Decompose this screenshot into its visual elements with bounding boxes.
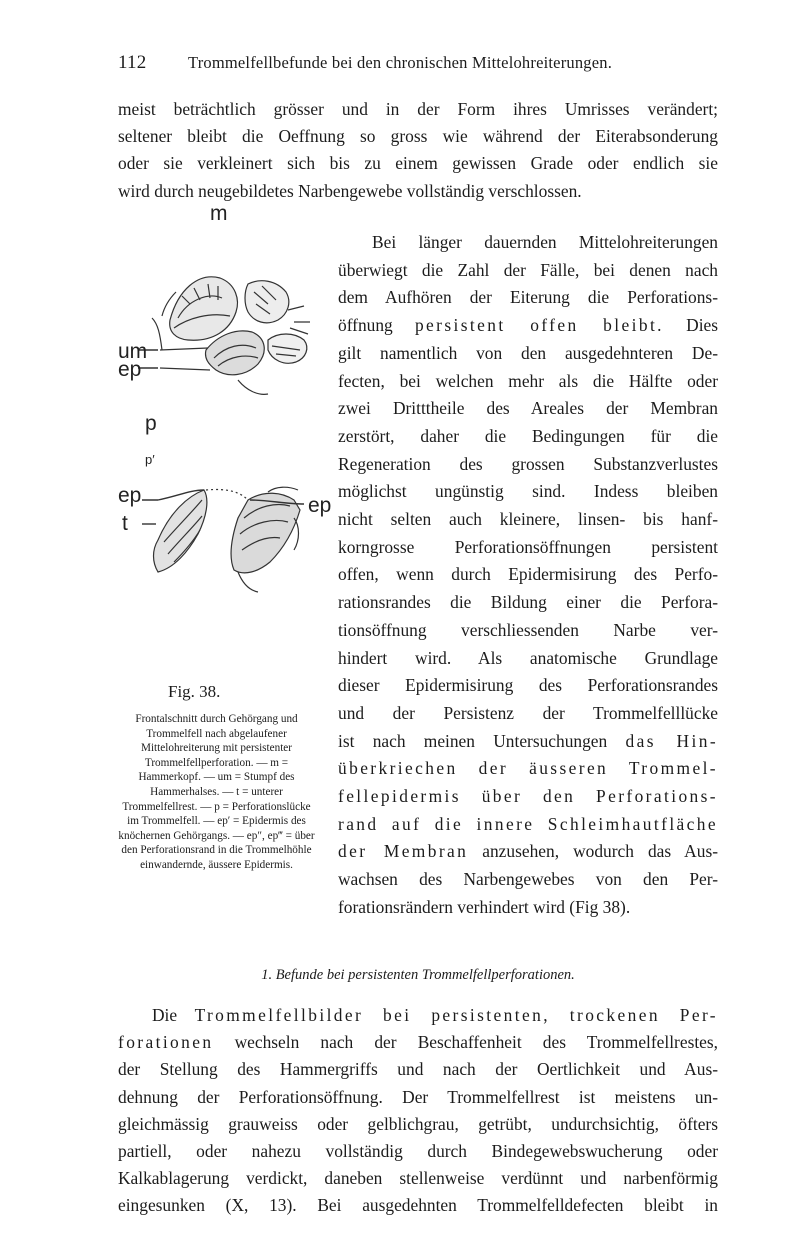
label-um: um [118,340,148,363]
text-line [118,1029,718,1056]
text-line: tionsöffnung verschliessenden Narbe ver- [338,619,718,640]
text-line [338,312,718,340]
text-line: partiell, oder nahezu vollständig durch Bindegewebswucherung oder [118,1141,718,1162]
text-line: eingesunken (X, 13). Bei ausgedehnten Trommelfelldefecten bleibt in [118,1195,718,1216]
label-p-prime: p′ [145,452,155,467]
text-line [338,838,718,866]
text-line: dem Aufhören der Eiterung die Perforations- [338,287,718,308]
text-line: rand auf die innere Schleimhautfläche [338,813,718,834]
emphasis-span: forationen [118,1032,214,1053]
text-line [338,728,718,756]
text-line: gleichmässig grauweiss oder gelblichgrau, getrübt, undurchsichtig, öfters [118,1113,718,1134]
text-span: wechseln nach der Beschaffenheit des Trommelfellrestes, [213,1032,718,1053]
figure-caption: Frontalschnitt durch Gehörgang und Trommelfell nach abgelaufener Mittelohreiterung mit persistenter Trommelfellperforation. — m = Hammerkopf. — um = Stumpf des Hammerhalses. — t = unterer Trommelfellrest. — p = Perforationslücke im Trommelfell. — ep′ = Epidermis des knöchernen Gehörgangs. — ep″, ep‴ = über den Perforationsrand in die Trommelhöhle einwandernde, äussere Epidermis. [118,713,315,871]
text-span: Die [152,1005,195,1025]
text-line: Bei länger dauernden Mittelohreiterungen [372,232,718,252]
emphasis-span: der Membran [338,841,469,862]
text-line: dehnung der Perforationsöffnung. Der Trommelfellrest ist meistens un- [118,1086,718,1107]
text-line: dieser Epidermisirung des Perforationsrandes [338,675,718,696]
emphasis-span: das Hin- [625,730,719,751]
figure-label: Fig. 38. [168,682,221,701]
text-line: Kalkablagerung verdickt, daneben stellenweise verdünnt und narbenförmig [118,1168,718,1189]
figure-38-illustration [118,200,333,670]
text-line: überkriechen der äusseren Trommel- [338,758,718,779]
section-heading: 1. Befunde bei persistenten Trommelfellperforationen. [261,967,575,983]
text-span: Dies [663,315,719,336]
text-line: der Stellung des Hammergriffs und nach der Oertlichkeit und Aus- [118,1059,718,1080]
bottom-paragraph [118,1002,718,1220]
right-column-paragraph [338,229,718,922]
text-span: öffnung [338,315,415,336]
label-ep-right: ep [308,494,332,517]
label-ep-top: ep [118,358,142,381]
text-line: rationsrandes die Bildung einer die Perfora- [338,592,718,613]
text-line: korngrosse Perforationsöffnungen persistent [338,536,718,557]
text-line: überwiegt die Zahl der Fälle, bei denen nach [338,259,718,280]
emphasis-span: persistent offen bleibt. [414,315,664,336]
text-span: anzusehen, wodurch das Aus- [468,841,718,862]
text-line: nicht selten auch kleinere, linsen- bis hanf- [338,509,718,530]
lower-section-drawing [142,487,304,592]
label-ep-mid: ep [118,484,142,507]
text-line: offen, wenn durch Epidermisirung des Perfo- [338,564,718,585]
intro-paragraph [118,96,718,205]
emphasis-span: Trommelfellbilder bei persistenten, trockenen Per- [194,1005,718,1025]
text-line: fecten, bei welchen mehr als die Hälfte oder [338,370,718,391]
text-line: möglichst ungünstig sind. Indess bleiben [338,481,718,502]
upper-section-drawing [138,277,310,395]
text-line: hindert wird. Als anatomische Grundlage [338,647,718,668]
label-m: m [210,202,228,225]
running-header [118,52,718,74]
text-line: meist beträchtlich grösser und in der Form ihres Umrisses verändert; [118,99,718,119]
running-title: Trommelfellbefunde bei den chronischen Mittelohreiterungen. [188,53,613,72]
text-line: forationsrändern verhindert wird (Fig 38). [338,896,631,917]
text-span: ist nach meinen Untersuchungen [338,730,626,751]
text-line: fellepidermis über den Perforations- [338,786,718,807]
text-line: Regeneration des grossen Substanzverlustes [338,453,718,474]
text-line: zwei Dritttheile des Areales der Membran [338,398,718,419]
text-line: seltener bleibt die Oeffnung so gross wie während der Eiterabsonderung [118,126,718,147]
text-line [118,1002,718,1029]
label-t: t [122,512,128,535]
figure-drawing [118,200,333,670]
text-line: zerstört, daher die Bedingungen für die [338,425,718,446]
text-line: oder sie verkleinert sich bis zu einem gewissen Grade oder endlich sie [118,153,718,174]
page-number: 112 [118,52,147,73]
text-line: wird durch neugebildetes Narbengewebe vollständig verschlossen. [118,180,582,201]
text-line: wachsen des Narbengewebes von den Per- [338,869,718,890]
label-p: p [145,412,157,435]
text-line: und der Persistenz der Trommelfelllücke [338,702,718,723]
text-line: gilt namentlich von den ausgedehnteren De- [338,342,718,363]
